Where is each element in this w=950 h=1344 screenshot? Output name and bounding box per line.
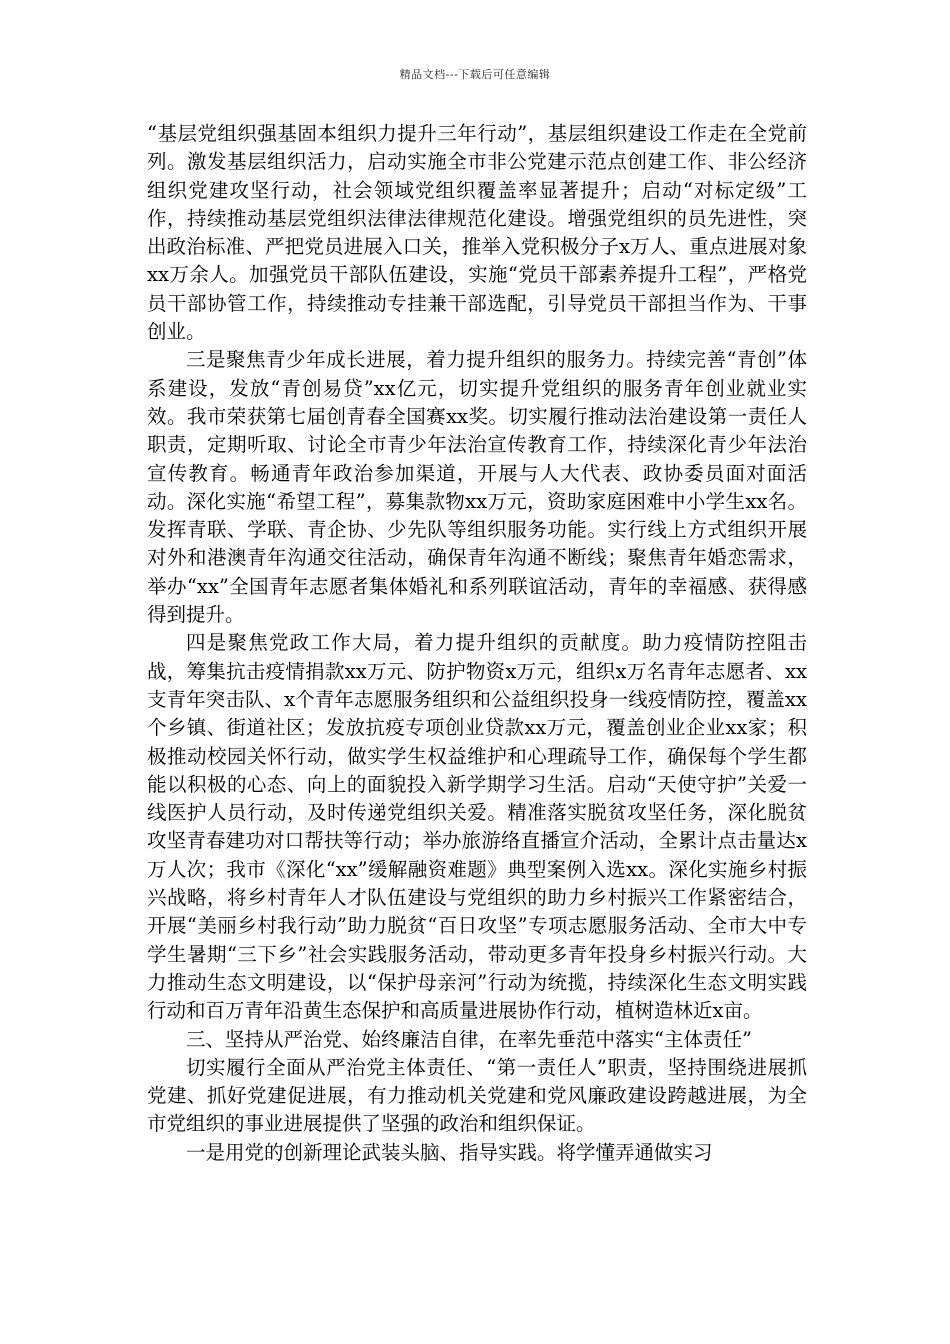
document-body <box>147 120 807 1167</box>
paragraph-party-work: 四是聚焦党政工作大局，着力提升组织的贡献度。助力疫情防控阻击战，筹集抗击疫情捐款xx万元、防护物资x万元，组织x万名青年志愿者、xx支青年突击队、x个青年志愿服务组织和公益组织投身一线疫情防控，覆盖xx个乡镇、街道社区；发放抗疫专项创业贷款xx万元，覆盖创业企业xx家；积极推动校园关怀行动，做实学生权益维护和心理疏导工作，确保每个学生都能以积极的心态、向上的面貌投入新学期学习生活。启动“天使守护”关爱一线医护人员行动，及时传递党组织关爱。精准落实脱贫攻坚任务，深化脱贫攻坚青春建功对口帮扶等行动；举办旅游络直播宣介活动，全累计点击量达x万人次；我市《深化“xx”缓解融资难题》典型案例入选xx。深化实施乡村振兴战略，将乡村青年人才队伍建设与党组织的助力乡村振兴工作紧密结合，开展“美丽乡村我行动”助力脱贫“百日攻坚”专项志愿服务活动、全市大中专学生暑期“三下乡”社会实践服务活动，带动更多青年投身乡村振兴行动。大力推动生态文明建设，以“保护母亲河”行动为统揽，持续深化生态文明实践行动和百万青年沿黄生态保护和高质量进展协作行动，植树造林近x亩。 <box>147 631 807 1023</box>
paragraph-theory: 一是用党的创新理论武装头脑、指导实践。将学懂弄通做实习 <box>186 1140 713 1164</box>
section-heading: 三、坚持从严治党、始终廉洁自律，在率先垂范中落实“主体责任” <box>186 1027 752 1051</box>
paragraph-continuation: “基层党组织强基固本组织力提升三年行动”，基层组织建设工作走在全党前列。激发基层组织活力，启动实施全市非公党建示范点创建工作、非公经济组织党建攻坚行动，社会领域党组织覆盖率显著提升；启动“对标定级”工作，持续推动基层党组织法律法律规范化建设。增强党组织的员先进性，突出政治标准、严把党员进展入口关，推举入党积极分子x万人、重点进展对象xx万余人。加强党员干部队伍建设，实施“党员干部素养提升工程”，严格党员干部协管工作，持续推动专挂兼干部选配，引导党员干部担当作为、干事创业。 <box>147 122 807 344</box>
paragraph-youth-growth: 三是聚焦青少年成长进展，着力提升组织的服务力。持续完善“青创”体系建设，发放“青创易贷”xx亿元，切实提升党组织的服务青年创业就业实效。我市荣获第七届创青春全国赛xx奖。切实履行推动法治建设第一责任人职责，定期听取、讨论全市青少年法治宣传教育工作，持续深化青少年法治宣传教育。畅通青年政治参加渠道，开展与人大代表、政协委员面对面活动。深化实施“希望工程”，募集款物xx万元，资助家庭困难中小学生xx名。发挥青联、学联、青企协、少先队等组织服务功能。实行线上方式组织开展对外和港澳青年沟通交往活动，确保青年沟通不断线；聚焦青年婚恋需求，举办“xx”全国青年志愿者集体婚礼和系列联谊活动，青年的幸福感、获得感得到提升。 <box>147 348 807 627</box>
page-header-note: 精品文档---下载后可任意编辑 <box>399 68 551 81</box>
paragraph-responsibility: 切实履行全面从严治党主体责任、“第一责任人”职责，坚持围绕进展抓党建、抓好党建促进展，有力推动机关党建和党风廉政建设跨越进展，为全市党组织的事业进展提供了坚强的政治和组织保证。 <box>147 1055 807 1136</box>
